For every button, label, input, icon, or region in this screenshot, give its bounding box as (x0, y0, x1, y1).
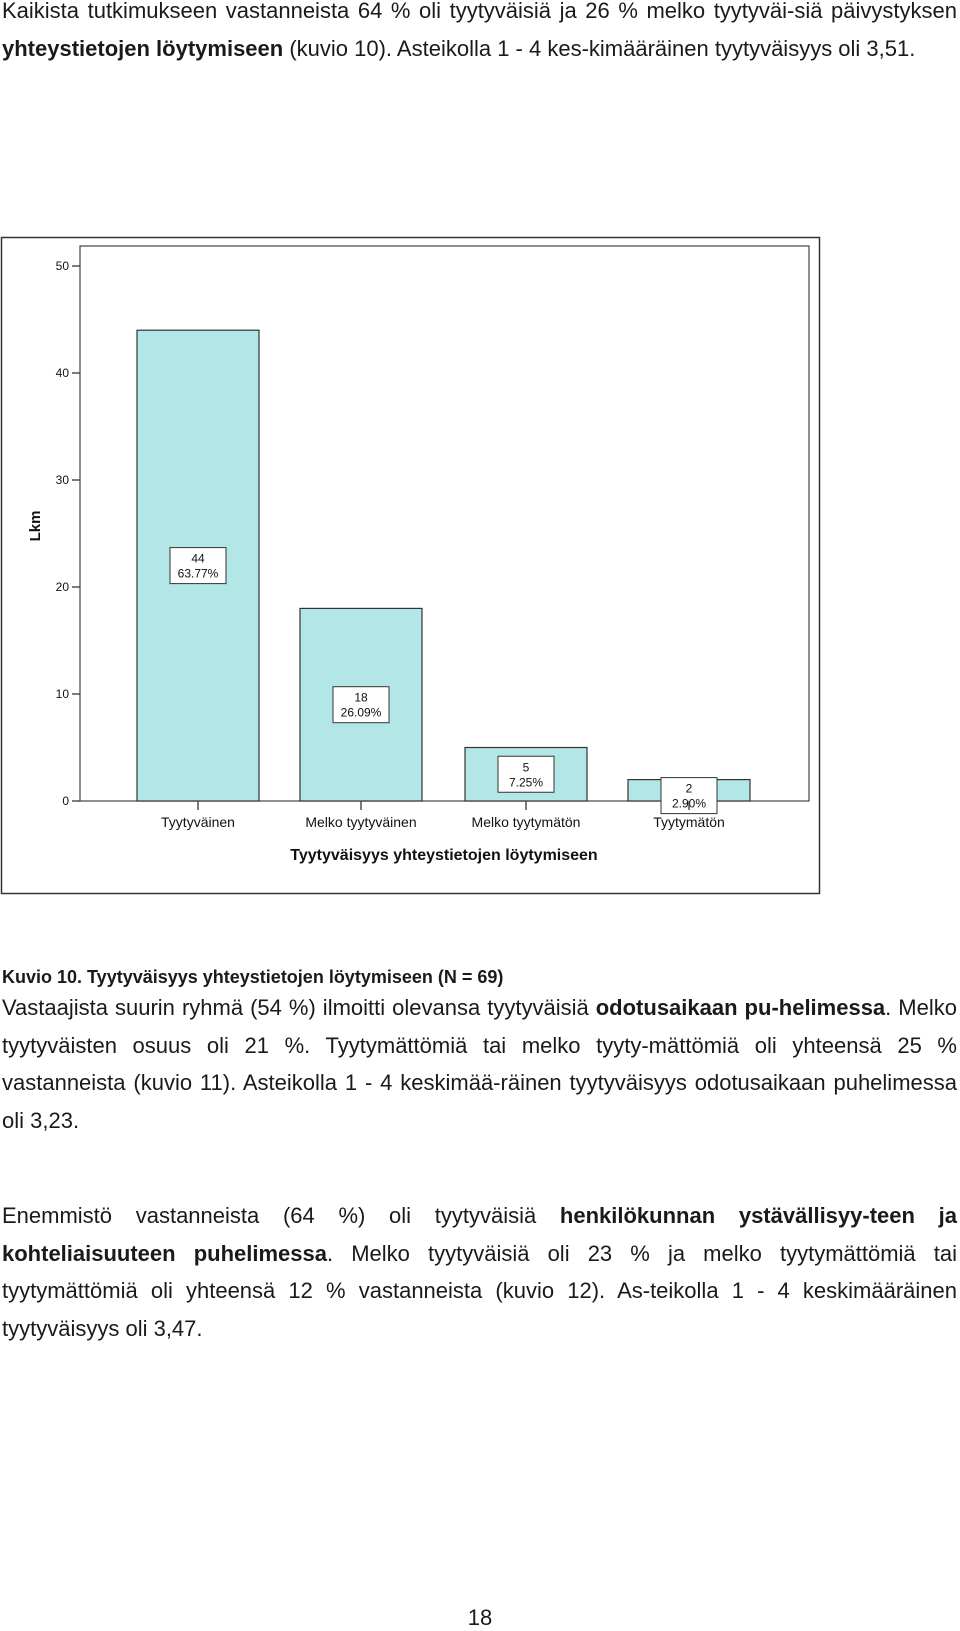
y-tick-label: 30 (55, 473, 69, 487)
data-label-percent: 2.90% (671, 796, 707, 811)
x-tick-label: Tyytymätön (653, 814, 725, 830)
x-axis-label: Tyytyväisyys yhteystietojen löytymiseen (290, 847, 598, 864)
x-tick-label: Tyytyväinen (161, 814, 235, 830)
y-axis-label: Lkm (27, 510, 44, 542)
paragraph-bold-text: odotusaikaan pu-helimessa (595, 995, 886, 1020)
paragraph-text: Kaikista tutkimukseen vastanneista 64 % oli tyytyväisiä ja 26 % melko tyytyväi-siä päivystyksen (2, 0, 957, 23)
data-label-percent: 26.09% (340, 705, 382, 720)
page-number: 18 (467, 1605, 493, 1630)
paragraph-text: . Melko tyytyväisten osuus oli 21 %. Tyytymättömiä tai melko tyyty-mättömiä oli yhteensä 25 % vastanneista (kuvio 11). Asteikolla 1 - 4 keskimää-räinen tyytyväisyys odotusaikaan puhelimessa oli 3,23. (2, 995, 957, 1133)
y-tick-label: 0 (62, 794, 69, 808)
paragraph-text: Vastaajista suurin ryhmä (54 %) ilmoitti olevansa tyytyväisiä (2, 995, 596, 1020)
x-tick-label: Melko tyytyväinen (305, 814, 417, 830)
paragraph (2, 1197, 957, 1347)
intro-paragraph (2, 0, 957, 67)
y-tick-label: 40 (55, 366, 69, 380)
bar-chart (0, 236, 822, 896)
paragraph-text: . Melko tyytyväisiä oli 23 % ja melko tyytymättömiä tai tyytymättömiä oli yhteensä 12 % vastanneista (kuvio 12). As-teikolla 1 - 4 keskimääräinen tyytyväisyys oli 3,47. (2, 1240, 958, 1341)
data-label-count: 5 (522, 760, 530, 775)
paragraph (2, 989, 957, 1139)
figure-caption: Kuvio 10. Tyytyväisyys yhteystietojen löytymiseen (N = 69) (2, 967, 504, 987)
paragraph-text: (kuvio 10). Asteikolla 1 - 4 kes-kimääräinen tyytyväisyys oli 3,51. (283, 35, 916, 61)
data-label-percent: 7.25% (508, 775, 544, 790)
x-tick-label: Melko tyytymätön (471, 814, 581, 830)
data-label-percent: 63.77% (177, 566, 219, 581)
data-label-count: 44 (191, 551, 205, 566)
y-tick-label: 50 (55, 259, 69, 273)
y-tick-label: 10 (55, 687, 69, 701)
y-tick-label: 20 (55, 580, 69, 594)
data-label-count: 2 (685, 781, 693, 796)
paragraph-bold-text: henkilökunnan ystävällisyy-teen ja kohteliaisuuteen puhelimessa (2, 1203, 957, 1266)
paragraph-text: Enemmistö vastanneista (64 %) oli tyytyväisiä (2, 1203, 560, 1228)
data-label-count: 18 (354, 690, 368, 705)
paragraph-bold-text: yhteystietojen löytymiseen (2, 35, 284, 61)
